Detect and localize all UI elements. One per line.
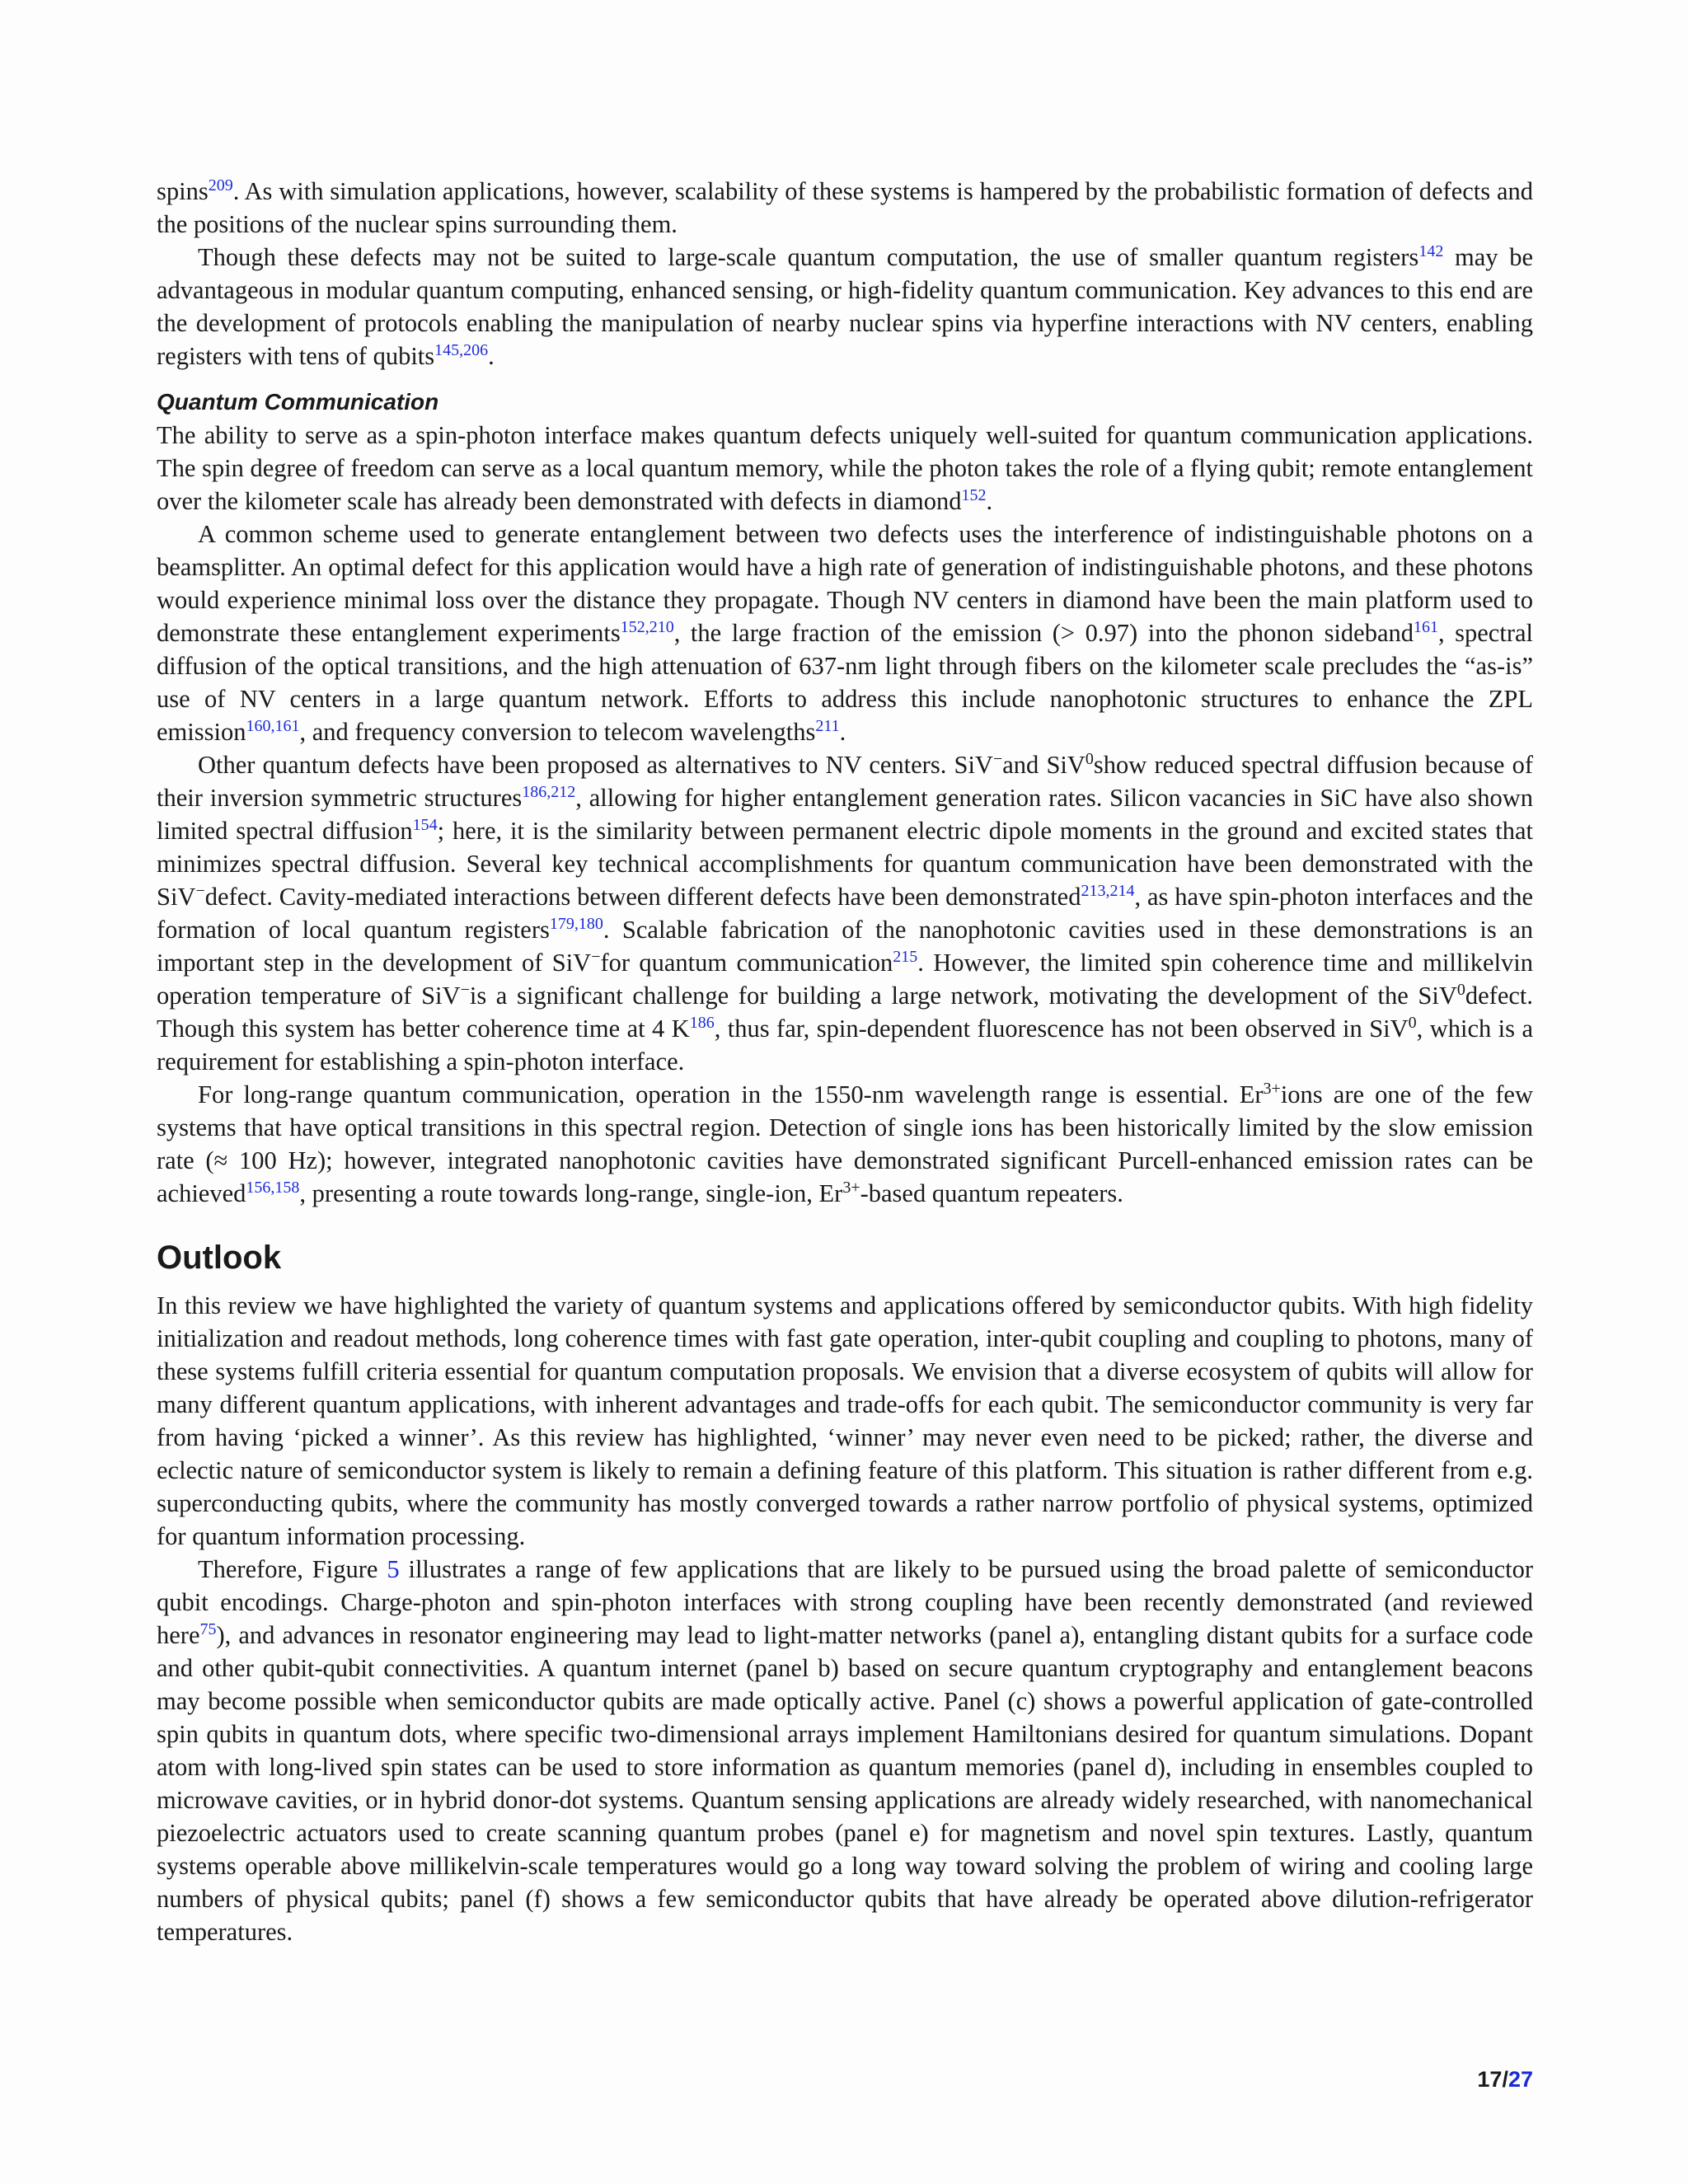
citation-link[interactable]: 186 <box>689 1013 715 1032</box>
citation-link[interactable]: 161 <box>1413 617 1438 636</box>
paragraph-entanglement-scheme: A common scheme used to generate entanglement between two defects uses the interference of indistinguishable photons on a beamsplitter. An optimal defect for this application would have a high rate of generation of indistinguishable photons, and these photons would experience minimal loss over the distance they propagate. Though NV centers in diamond have been the main platform used to demonstrate these entanglement experiments$^{152,210}$, the large fraction of the emission (> 0.97) into the phonon sideband$^{161}$, spectral diffusion of the optical transitions, and the high attenuation of 637-nm light through fibers on the kilometer scale precludes the “as-is” use of NV centers in a large quantum network. Efforts to address this include nanophotonic structures to enhance the ZPL emission$^{160,161}$, and frequency conversion to telecom wavelengths$^{211}$. <box>157 520 1533 746</box>
citation-link[interactable]: 75 <box>199 1619 217 1638</box>
total-pages-link[interactable]: 27 <box>1507 2067 1533 2092</box>
citation-link[interactable]: 211 <box>815 716 840 735</box>
citation-link[interactable]: 160,161 <box>246 716 300 735</box>
paragraph-outlook-figure: Therefore, Figure 5 illustrates a range of few applications that are likely to be pursued using the broad palette of semiconductor qubit encodings. Charge-photon and spin-photon interfaces with strong coupling have been recently demonstrated (and reviewed here$^{75}$), and advances in resonator engineering may lead to light-matter networks (panel a), entangling distant qubits for a surface code and other qubit-qubit connectivities. A quantum internet (panel b) based on secure quantum cryptography and entanglement beacons may become possible when semiconductor qubits are made optically active. Panel (c) shows a powerful application of gate-controlled spin qubits in quantum dots, where specific two-dimensional arrays implement Hamiltonians desired for quantum simulations. Dopant atom with long-lived spin states can be used to store information as quantum memories (panel d), including in ensembles coupled to microwave cavities, or in hybrid donor-dot systems. Quantum sensing applications are already widely researched, with nanomechanical piezoelectric actuators used to create scanning quantum probes (panel e) for magnetism and novel spin textures. Lastly, quantum systems operable above millikelvin-scale temperatures would go a long way toward solving the problem of wiring and cooling large numbers of physical qubits; panel (f) shows a few semiconductor qubits that have already be operated above dilution-refrigerator temperatures. <box>157 1555 1533 1946</box>
figure-link[interactable]: 5 <box>387 1555 400 1583</box>
page-number: 17/27 <box>1477 2067 1533 2092</box>
citation-link[interactable]: 213,214 <box>1081 881 1135 900</box>
page-body <box>157 175 1533 1948</box>
citation-link[interactable]: 179,180 <box>549 914 603 933</box>
citation-link[interactable]: 152 <box>961 485 987 504</box>
paragraph-long-range: For long-range quantum communication, operation in the 1550-nm wavelength range is essential. $Er^{3+}ions$ are one of the few systems that have optical transitions in this spectral region. Detection of single ions has been historically limited by the slow emission rate (≈ 100 Hz); however, integrated nanophotonic cavities have demonstrated significant Purcell-enhanced emission rates can be achieved$^{156,158}$, presenting a route towards long-range, single-ion, $Er^{3+}$-based quantum repeaters. <box>157 1079 1533 1207</box>
citation-link[interactable]: 186,212 <box>522 782 576 801</box>
paragraph-spin-photon-interface: The ability to serve as a spin-photon interface makes quantum defects uniquely well-suited for quantum communication applications. The spin degree of freedom can serve as a local quantum memory, while the photon takes the role of a flying qubit; remote entanglement over the kilometer scale has already been demonstrated with defects in diamond$^{152}$. <box>157 421 1533 515</box>
citation-link[interactable]: 145,206 <box>434 340 489 359</box>
paragraph-other-defects: Other quantum defects have been proposed as alternatives to NV centers. SiV−and SiV$^0$show reduced spectral diffusion because of their inversion symmetric structures$^{186,212}$, allowing for higher entanglement generation rates. Silicon vacancies in SiC have also shown limited spectral diffusion$^{154}$; here, it is the similarity between permanent electric dipole moments in the ground and excited states that minimizes spectral diffusion. Several key technical accomplishments for quantum communication have been demonstrated with the SiV−defect. Cavity-mediated interactions between different defects have been demonstrated$^{213,214}$, as have spin-photon interfaces and the formation of local quantum registers$^{179,180}$. Scalable fabrication of the nanophotonic cavities used in these demonstrations is an important step in the development of SiV−for quantum communication$^{215}$. However, the limited spin coherence time and millikelvin operation temperature of SiV−is a significant challenge for building a large network, motivating the development of the SiV$^0$defect. Though this system has better coherence time at 4 K$^{186}$, thus far, spin-dependent fluorescence has not been observed in SiV$^0$, which is a requirement for establishing a spin-photon interface. <box>157 749 1534 1076</box>
citation-link[interactable]: 156,158 <box>246 1178 300 1197</box>
section-title: Outlook <box>157 1240 282 1276</box>
citation-link[interactable]: 209 <box>208 176 233 194</box>
paragraph-spins-scalability: spins$^{209}$. As with simulation applications, however, scalability of these systems is hampered by the probabilistic formation of defects and the positions of the nuclear spins surrounding them. <box>157 176 1533 238</box>
paragraph-quantum-registers: Though these defects may not be suited to large-scale quantum computation, the use of smaller quantum registers$^{142}$ may be advantageous in modular quantum computing, enhanced sensing, or high-fidelity quantum communication. Key advances to this end are the development of protocols enabling the manipulation of nearby nuclear spins via hyperfine interactions with NV centers, enabling registers with tens of qubits$^{145,206}$. <box>157 241 1533 370</box>
citation-link[interactable]: 154 <box>412 815 438 834</box>
citation-link[interactable]: 215 <box>893 947 918 966</box>
paragraph-outlook-intro: In this review we have highlighted the variety of quantum systems and applications offered by semiconductor qubits. With high fidelity initialization and readout methods, long coherence times with fast gate operation, inter-qubit coupling and coupling to photons, many of these systems fulfill criteria essential for quantum computation proposals. We envision that a diverse ecosystem of qubits will allow for many different quantum applications, with inherent advantages and trade-offs for each qubit. The semiconductor community is very far from having ‘picked a winner’. As this review has highlighted, ‘winner’ may never even need to be picked; rather, the diverse and eclectic nature of semiconductor system is likely to remain a defining feature of this platform. This situation is rather different from e.g. superconducting qubits, where the community has mostly converged towards a rather narrow portfolio of physical systems, optimized for quantum information processing. <box>157 1291 1533 1550</box>
citation-link[interactable]: 142 <box>1418 241 1444 260</box>
subsection-title: Quantum Communication <box>157 389 439 415</box>
citation-link[interactable]: 152,210 <box>620 617 674 636</box>
